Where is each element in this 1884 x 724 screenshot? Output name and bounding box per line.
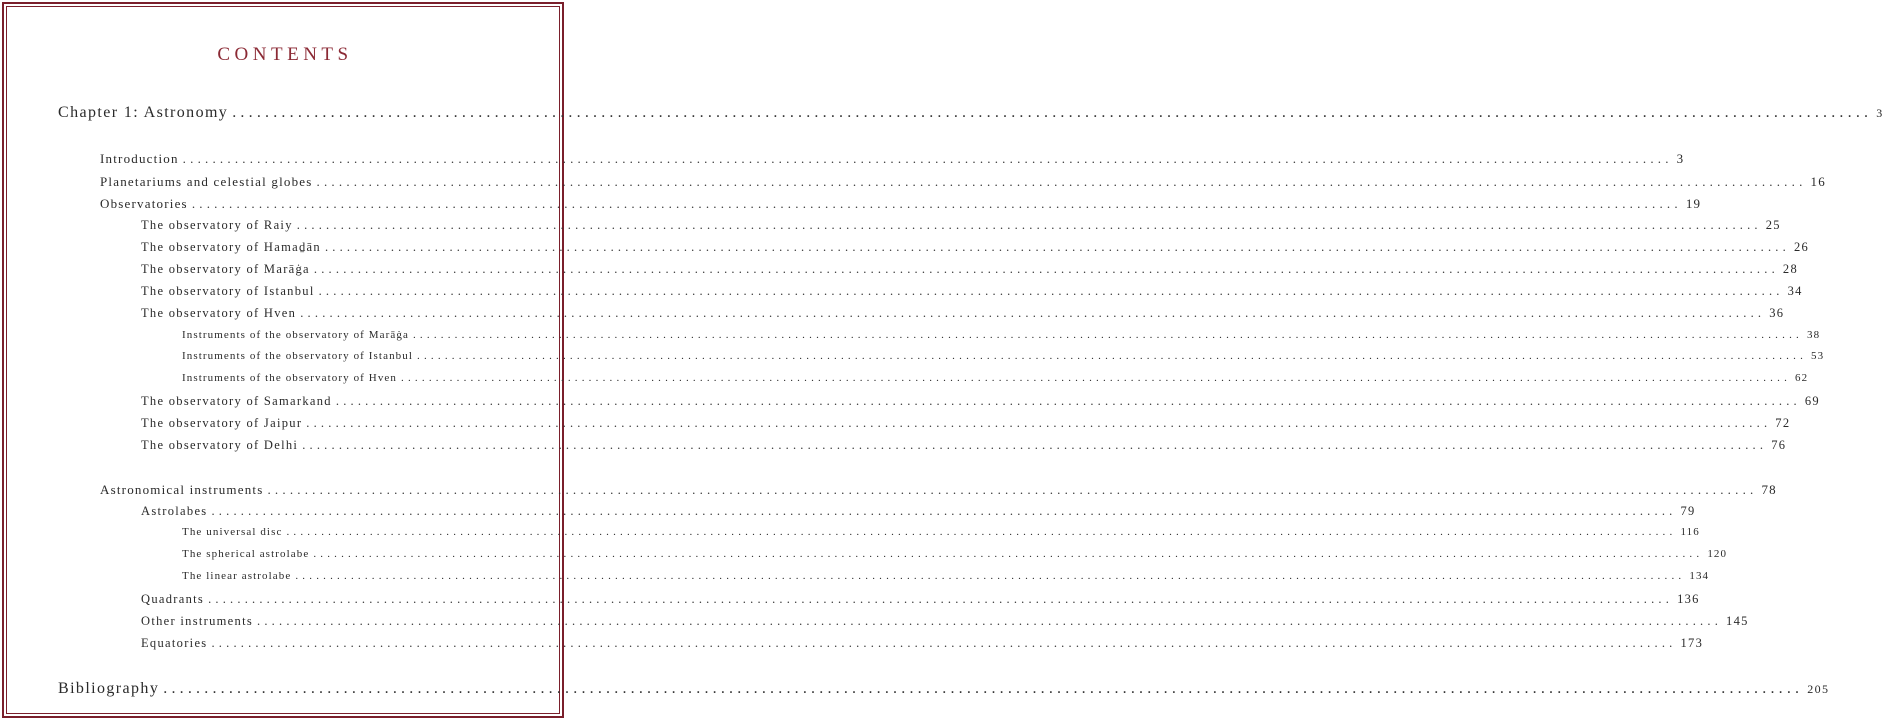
toc-leader-dots: ........................................................................................................................................................................................................ <box>313 548 1704 560</box>
toc-leader-dots: ........................................................................................................................................................................................................ <box>286 526 1677 538</box>
toc-entry <box>141 306 1785 321</box>
toc-entry-label: Introduction <box>100 151 179 166</box>
toc-leader-dots: ........................................................................................................................................................................................................ <box>318 284 1784 298</box>
toc-entry-page: 28 <box>1782 262 1799 276</box>
toc-entry-label: The observatory of Istanbul <box>141 284 315 298</box>
toc-entry-page: 205 <box>1807 682 1830 696</box>
toc-leader-dots: ........................................................................................................................................................................................................ <box>412 329 1803 341</box>
toc-entry-label: Chapter 1: Astronomy <box>58 104 229 121</box>
toc-entry <box>100 151 1685 167</box>
toc-leader-dots: ........................................................................................................................................................................................................ <box>257 614 1723 628</box>
toc-entry <box>141 240 1810 255</box>
toc-entry <box>141 614 1749 629</box>
toc-entry-label: Astrolabes <box>141 504 208 518</box>
toc-entry <box>182 329 1821 341</box>
toc-entry <box>141 394 1820 409</box>
toc-entry-page: 34 <box>1787 284 1803 298</box>
toc-entry-page: 72 <box>1775 416 1791 430</box>
toc-entry-label: Bibliography <box>58 680 160 697</box>
toc-entry-label: Other instruments <box>141 614 254 628</box>
toc-entry <box>100 196 1702 212</box>
toc-entry-page: 3 <box>1676 151 1685 166</box>
toc-entry <box>141 262 1799 277</box>
toc-entry <box>58 680 1830 698</box>
toc-entry-label: The universal disc <box>182 526 283 538</box>
toc-entry-page: 136 <box>1677 592 1700 606</box>
toc-entry-label: Quadrants <box>141 592 205 606</box>
toc-leader-dots: ........................................................................................................................................................................................................ <box>306 416 1772 430</box>
toc-entry-page: 53 <box>1811 350 1825 362</box>
toc-entry-label: Instruments of the observatory of Istanbul <box>182 350 414 362</box>
toc-entry-page: 76 <box>1771 438 1787 452</box>
toc-entry <box>58 104 1884 122</box>
toc-entry <box>182 526 1700 538</box>
toc-entry <box>182 548 1728 560</box>
toc-entry <box>141 636 1704 651</box>
toc-entry-label: The linear astrolabe <box>182 570 292 582</box>
toc-entry-label: The observatory of Marāġa <box>141 262 310 276</box>
toc-leader-dots: ........................................................................................................................................................................................................ <box>163 680 1804 697</box>
toc-leader-dots: ........................................................................................................................................................................................................ <box>191 196 1682 211</box>
toc-entry-page: 78 <box>1761 482 1777 497</box>
toc-entry <box>141 592 1700 607</box>
toc-entry-label: The observatory of Jaipur <box>141 416 303 430</box>
toc-leader-dots: ........................................................................................................................................................................................................ <box>302 438 1768 452</box>
toc-entry-page: 120 <box>1707 548 1728 560</box>
toc-leader-dots: ........................................................................................................................................................................................................ <box>324 240 1790 254</box>
toc-leader-dots: ........................................................................................................................................................................................................ <box>211 636 1677 650</box>
toc-entry-page: 134 <box>1689 570 1710 582</box>
toc-entry-page: 145 <box>1726 614 1749 628</box>
toc-leader-dots: ........................................................................................................................................................................................................ <box>232 104 1873 121</box>
toc-entry-page: 3 <box>1876 106 1884 120</box>
toc-entry <box>141 284 1803 299</box>
toc-entry-label: The observatory of Delhi <box>141 438 299 452</box>
toc-entry <box>182 570 1710 582</box>
toc-entry-label: The observatory of Hamaḏān <box>141 240 321 254</box>
toc-leader-dots: ........................................................................................................................................................................................................ <box>313 262 1779 276</box>
toc-entry-page: 69 <box>1804 394 1820 408</box>
toc-entry-page: 19 <box>1685 196 1702 211</box>
toc-entry-label: Instruments of the observatory of Hven <box>182 372 398 384</box>
toc-entry-label: The spherical astrolabe <box>182 548 310 560</box>
toc-leader-dots: ........................................................................................................................................................................................................ <box>295 570 1686 582</box>
toc-leader-dots: ........................................................................................................................................................................................................ <box>267 482 1758 497</box>
toc-entry <box>141 416 1791 431</box>
toc-leader-dots: ........................................................................................................................................................................................................ <box>182 151 1673 166</box>
toc-entry <box>141 504 1696 519</box>
toc-entry-label: Instruments of the observatory of Marāġa <box>182 329 409 341</box>
toc-leader-dots: ........................................................................................................................................................................................................ <box>211 504 1677 518</box>
toc-entry-label: The observatory of Samarkand <box>141 394 332 408</box>
toc-entry-page: 36 <box>1769 306 1785 320</box>
toc-entry-page: 173 <box>1680 636 1704 650</box>
toc-entry <box>100 482 1777 498</box>
toc-leader-dots: ........................................................................................................................................................................................................ <box>401 372 1792 384</box>
toc-entry-label: Astronomical instruments <box>100 482 264 497</box>
toc-leader-dots: ........................................................................................................................................................................................................ <box>417 350 1808 362</box>
toc-entry-label: The observatory of Raiy <box>141 218 293 232</box>
toc-entry-page: 116 <box>1680 526 1700 538</box>
toc-entry-page: 25 <box>1765 218 1781 232</box>
toc-entry-page: 16 <box>1810 174 1826 189</box>
toc-entry <box>141 438 1787 453</box>
toc-entry <box>182 372 1809 384</box>
toc-entry <box>100 174 1826 190</box>
toc-leader-dots: ........................................................................................................................................................................................................ <box>316 174 1807 189</box>
toc-leader-dots: ........................................................................................................................................................................................................ <box>300 306 1766 320</box>
toc-leader-dots: ........................................................................................................................................................................................................ <box>296 218 1762 232</box>
toc-entry-label: Planetariums and celestial globes <box>100 174 313 189</box>
toc-entry-page: 38 <box>1806 329 1821 341</box>
toc-entry-label: Equatories <box>141 636 208 650</box>
contents-title: CONTENTS <box>217 44 353 65</box>
toc-entry <box>141 218 1781 233</box>
toc-entry-page: 26 <box>1793 240 1810 254</box>
toc-entry-label: Observatories <box>100 196 188 211</box>
toc-entry-page: 79 <box>1680 504 1696 518</box>
toc-entry-label: The observatory of Hven <box>141 306 297 320</box>
toc-leader-dots: ........................................................................................................................................................................................................ <box>208 592 1674 606</box>
toc-leader-dots: ........................................................................................................................................................................................................ <box>335 394 1801 408</box>
toc-entry <box>182 350 1825 362</box>
toc-entry-page: 62 <box>1795 372 1809 384</box>
